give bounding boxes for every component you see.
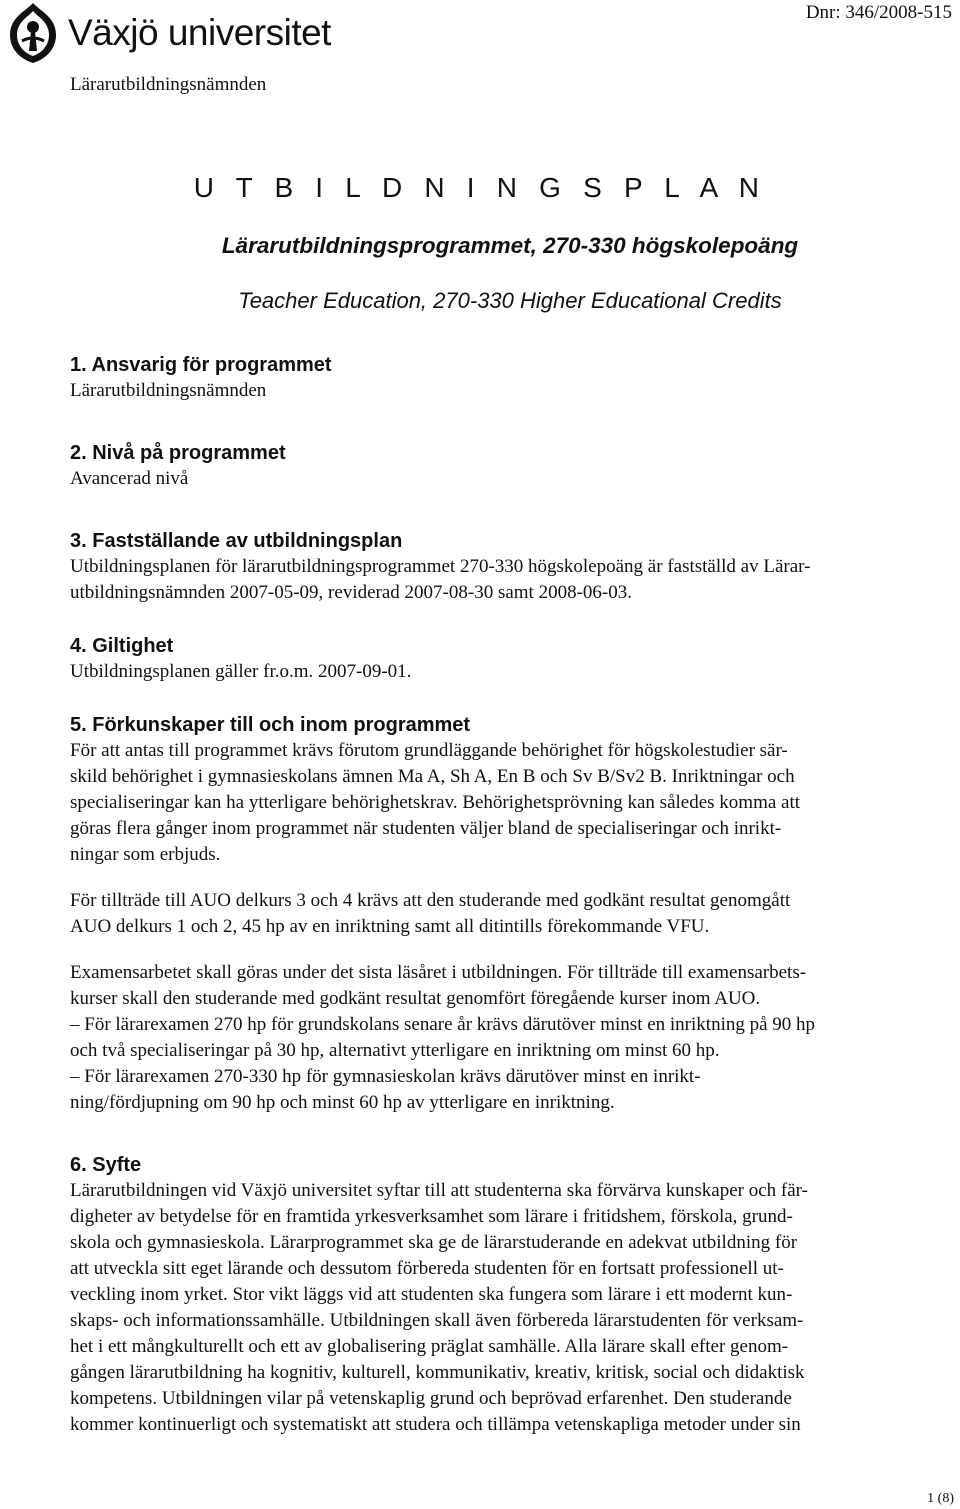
document-subtitle: Lärarutbildningsprogrammet, 270-330 högskolepoäng [221, 233, 799, 258]
section-text-line: kommer kontinuerligt och systematiskt att studera och tillämpa vetenskapliga metoder under sin [70, 1414, 801, 1435]
section-heading: 3. Fastställande av utbildningsplan [70, 530, 403, 552]
university-logo [4, 0, 349, 66]
section-text-line: skola och gymnasieskola. Lärarprogrammet ska ge de lärarstuderande en adekvat utbildning för [70, 1232, 798, 1253]
section-heading: 5. Förkunskaper till och inom programmet [70, 714, 471, 736]
section-text-line: AUO delkurs 1 och 2, 45 hp av en inriktning samt all ditintills förekommande VFU. [70, 916, 710, 937]
board-name: Lärarutbildningsnämnden [70, 74, 267, 95]
section-text-line: – För lärarexamen 270 hp för grundskolans senare år krävs därutöver minst en inriktning på 90 hp [70, 1014, 816, 1035]
section-text-line: Utbildningsplanen för lärarutbildningsprogrammet 270-330 högskolepoäng är fastställd av Lärar- [70, 556, 811, 577]
section-text-line: För att antas till programmet krävs förutom grundläggande behörighet för högskolestudier sär- [70, 740, 788, 761]
section-text-line: göras flera gånger inom programmet när studenten väljer bland de specialiseringar och inrikt- [70, 818, 782, 839]
section-3 [70, 528, 960, 606]
section-text-line: veckling inom yrket. Stor vikt läggs vid att studenten ska fungera som lärare i ett modernt kun- [70, 1284, 793, 1305]
section-text-line: Avancerad nivå [70, 468, 189, 489]
section-text-line: Lärarutbildningen vid Växjö universitet syftar till att studenterna ska förvärva kunskaper och fär- [70, 1180, 808, 1201]
english-title: Teacher Education, 270-330 Higher Educational Credits [238, 288, 782, 313]
document-title: U T B I L D N I N G S P L A N [193, 172, 767, 203]
section-text-line: digheter av betydelse för en framtida yrkesverksamhet som lärare i fritidshem, förskola, grund- [70, 1206, 793, 1227]
section-2 [70, 440, 960, 492]
document-body [70, 352, 960, 1438]
section-5 [70, 712, 960, 1116]
section-text-line: specialiseringar kan ha ytterligare behörighetskrav. Behörighetsprövning kan således komma att [70, 792, 801, 813]
section-heading: 6. Syfte [70, 1154, 142, 1176]
section-text-line: gången lärarutbildning ha kognitiv, kulturell, kommunikativ, kreativ, kritisk, social och didaktisk [70, 1362, 805, 1383]
section-text-line: ning/fördjupning om 90 hp och minst 60 hp av ytterligare en inriktning. [70, 1092, 615, 1113]
diary-number: Dnr: 346/2008-515 [805, 2, 952, 23]
section-text-line: skaps- och informationssamhälle. Utbildningen skall även förbereda lärarstudenten för verksam- [70, 1310, 804, 1331]
section-heading: 2. Nivå på programmet [70, 442, 286, 464]
university-emblem-icon [4, 1, 62, 65]
university-name: Växjö universitet [68, 12, 331, 53]
section-text-line: att utveckla sitt eget lärande och dessutom förbereda studenten för en fortsatt professionell ut- [70, 1258, 784, 1279]
section-heading: 1. Ansvarig för programmet [70, 354, 332, 376]
section-text-line: Lärarutbildningsnämnden [70, 380, 267, 401]
section-text-line: kurser skall den studerande med godkänt resultat genomfört föregående kurser inom AUO. [70, 988, 761, 1009]
section-text-line: Utbildningsplanen gäller fr.o.m. 2007-09-01. [70, 661, 412, 682]
section-4 [70, 633, 960, 685]
section-text-line: Examensarbetet skall göras under det sista läsåret i utbildningen. För tillträde till examensarbets- [70, 962, 807, 983]
section-text-line: och två specialiseringar på 30 hp, alternativt ytterligare en inriktning om minst 60 hp. [70, 1040, 720, 1061]
section-text-line: ningar som erbjuds. [70, 844, 221, 865]
section-text-line: kompetens. Utbildningen vilar på vetenskaplig grund och beprövad erfarenhet. Den studerande [70, 1388, 792, 1409]
section-heading: 4. Giltighet [70, 635, 174, 657]
page-number: 1 (8) [927, 1491, 954, 1506]
section-text-line: het i ett mångkulturellt och ett av globalisering präglat samhälle. Alla lärare skall efter genom- [70, 1336, 789, 1357]
section-text-line: skild behörighet i gymnasieskolans ämnen Ma A, Sh A, En B och Sv B/Sv2 B. Inriktningar och [70, 766, 795, 787]
section-text-line: För tillträde till AUO delkurs 3 och 4 krävs att den studerande med godkänt resultat genomgått [70, 890, 791, 911]
section-text-line: – För lärarexamen 270-330 hp för gymnasieskolan krävs därutöver minst en inrikt- [70, 1066, 701, 1087]
section-text-line: utbildningsnämnden 2007-05-09, reviderad 2007-08-30 samt 2008-06-03. [70, 582, 632, 603]
section-1 [70, 352, 960, 404]
section-6 [70, 1152, 960, 1438]
